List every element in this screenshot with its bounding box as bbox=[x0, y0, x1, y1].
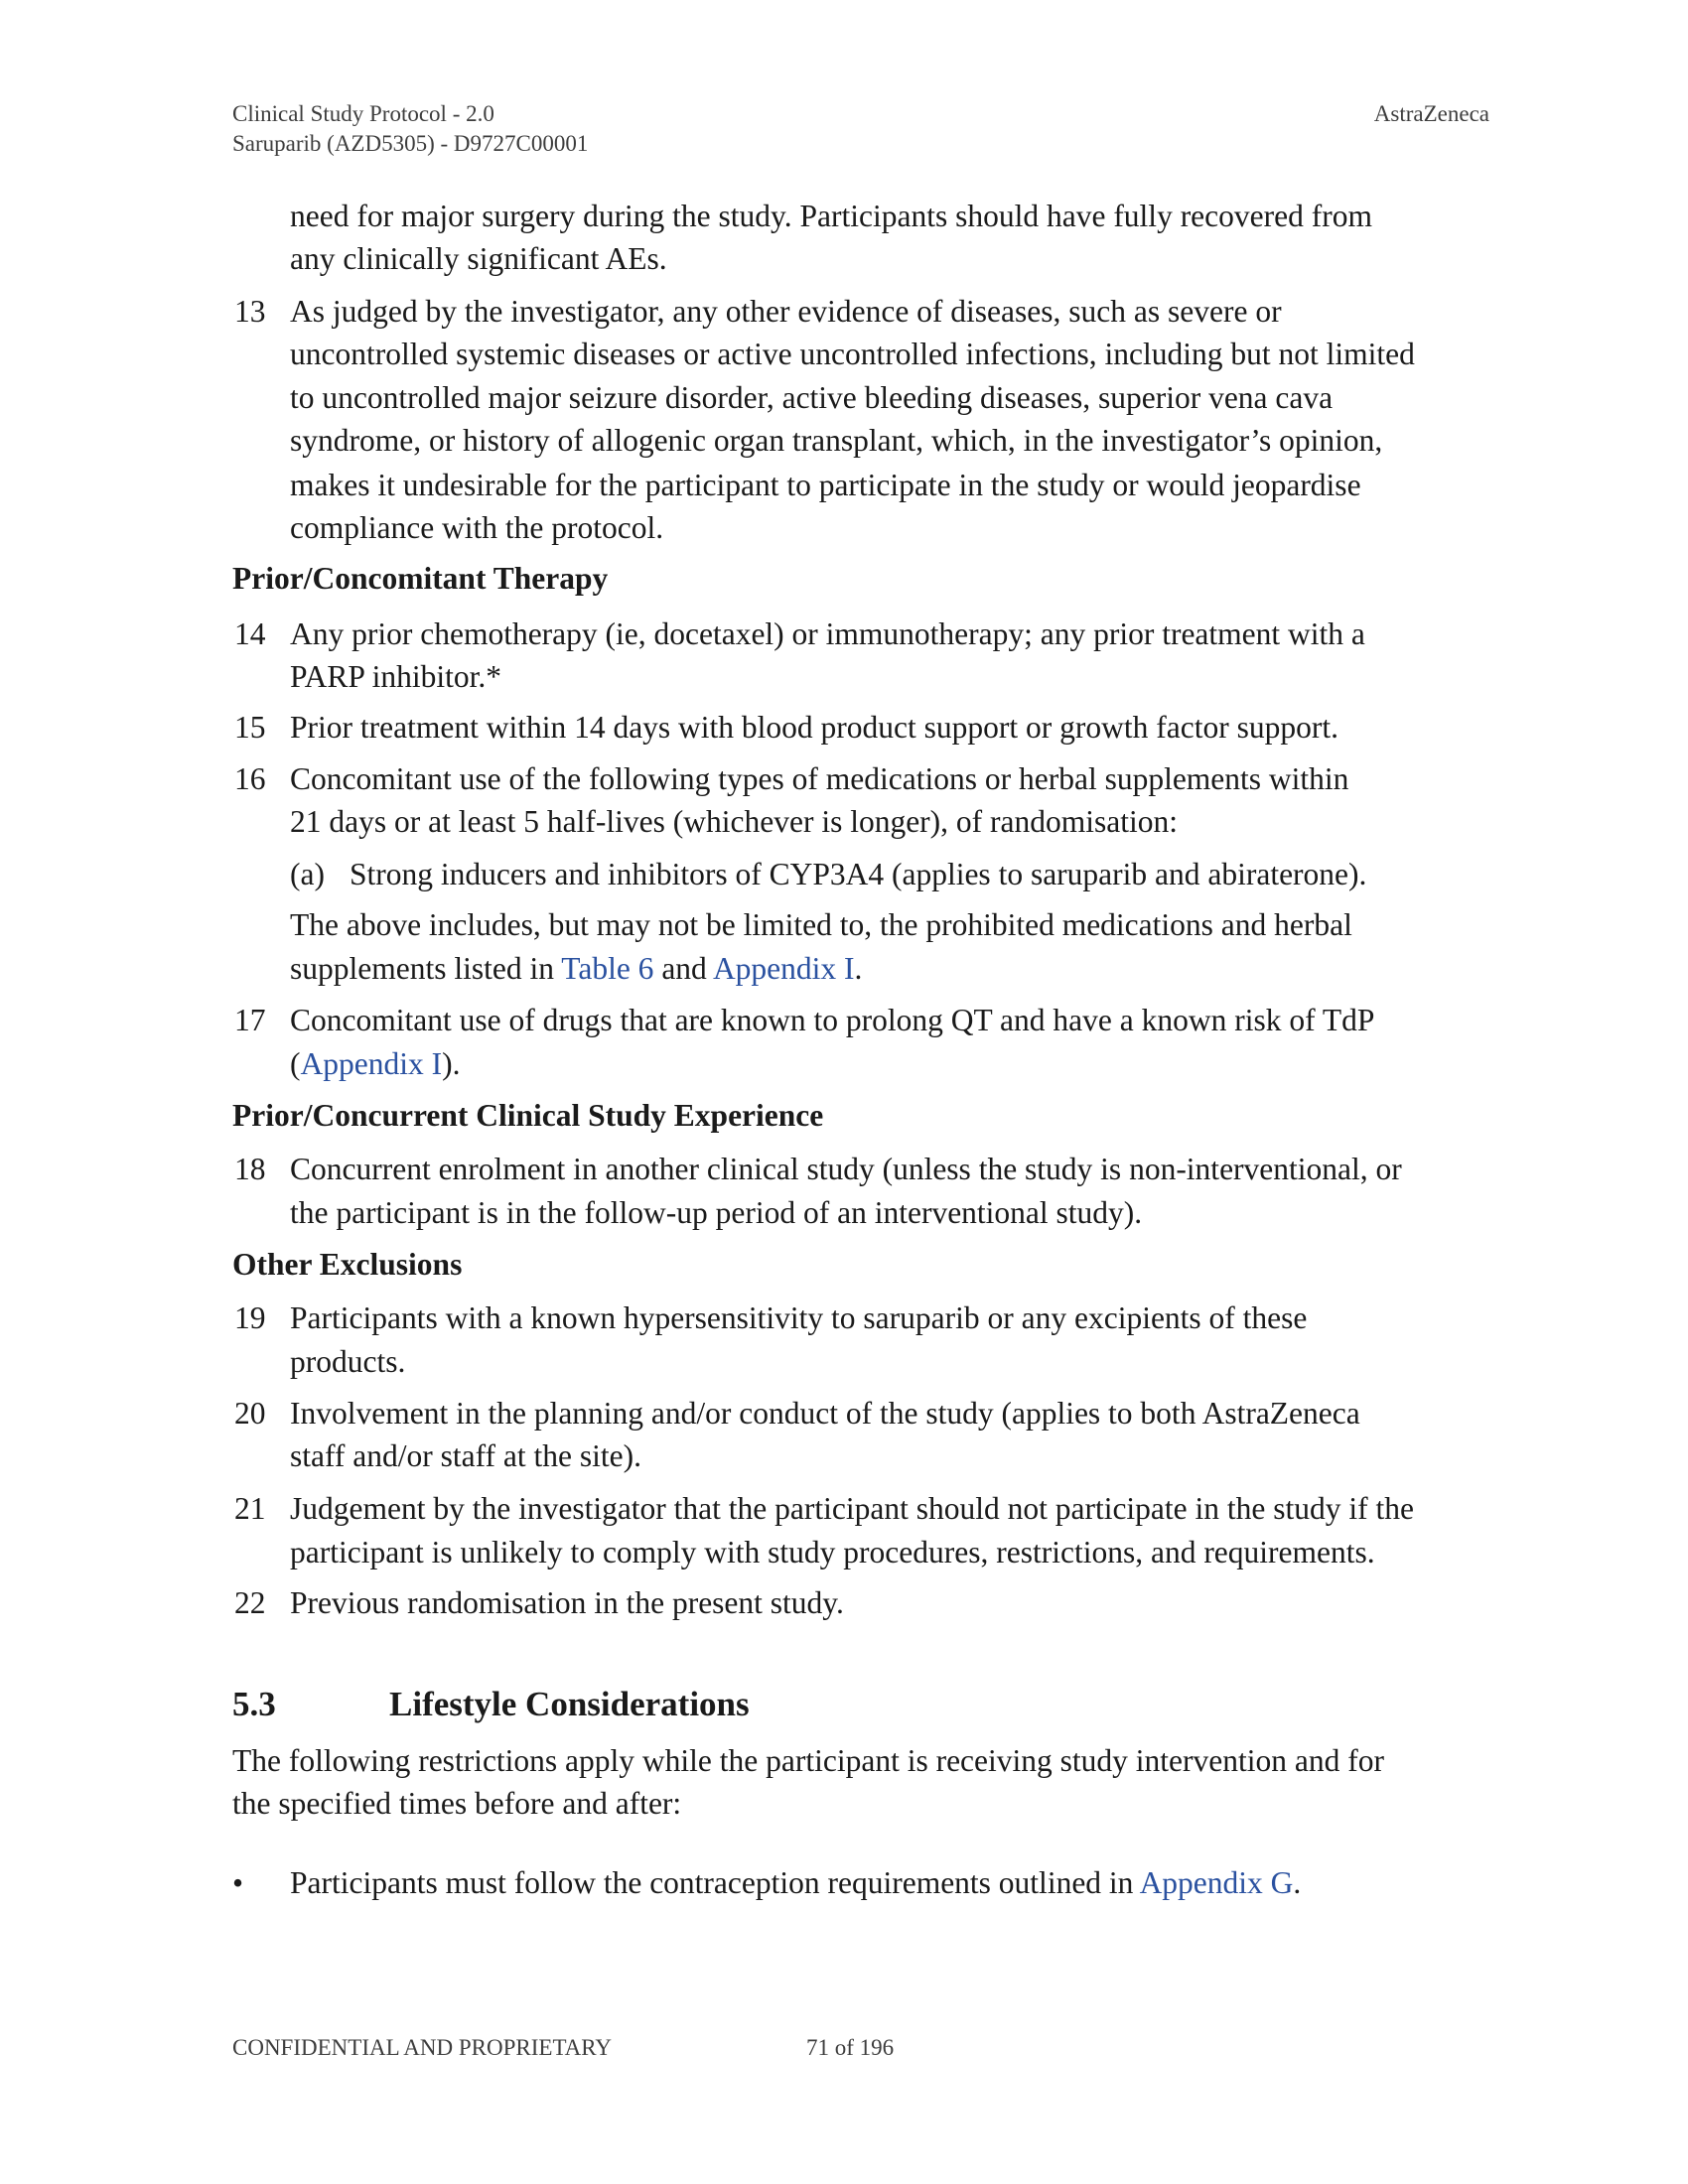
item-16-line: 21 days or at least 5 half-lives (whichever is longer), of randomisation: bbox=[290, 804, 1178, 839]
item-13-line: compliance with the protocol. bbox=[290, 510, 664, 545]
continuation-line: need for major surgery during the study. Participants should have fully recovered from bbox=[290, 199, 1372, 233]
item-20-line: Involvement in the planning and/or conduct of the study (applies to both AstraZeneca bbox=[290, 1396, 1360, 1431]
item-number: 21 bbox=[234, 1491, 266, 1526]
item-14-line: PARP inhibitor.* bbox=[290, 659, 501, 694]
link-table-6[interactable]: Table 6 bbox=[561, 951, 654, 986]
bullet-item bbox=[290, 1861, 1301, 1905]
section-number: 5.3 bbox=[232, 1685, 276, 1723]
link-appendix-g[interactable]: Appendix G bbox=[1139, 1865, 1294, 1900]
section-heading-other-exclusions: Other Exclusions bbox=[232, 1247, 463, 1282]
item-number: 19 bbox=[234, 1300, 266, 1335]
section-paragraph-line: the specified times before and after: bbox=[232, 1786, 682, 1821]
item-19-line: products. bbox=[290, 1344, 406, 1379]
footer-page-number: 71 of 196 bbox=[806, 2035, 895, 2060]
item-17-line bbox=[290, 1042, 460, 1086]
paren: ). bbox=[442, 1046, 461, 1081]
item-19-line: Participants with a known hypersensitivity to saruparib or any excipients of these bbox=[290, 1300, 1308, 1335]
sub-item-label: (a) bbox=[290, 857, 325, 891]
note-text: . bbox=[854, 951, 863, 986]
item-16-line: Concomitant use of the following types of medications or herbal supplements within bbox=[290, 761, 1349, 796]
item-13-line: As judged by the investigator, any other evidence of diseases, such as severe or bbox=[290, 294, 1282, 329]
item-22-line: Previous randomisation in the present study. bbox=[290, 1585, 844, 1620]
item-number: 20 bbox=[234, 1396, 266, 1431]
item-15-line: Prior treatment within 14 days with blood product support or growth factor support. bbox=[290, 710, 1338, 745]
item-14-line: Any prior chemotherapy (ie, docetaxel) or immunotherapy; any prior treatment with a bbox=[290, 616, 1365, 651]
bullet-text: Participants must follow the contraception requirements outlined in bbox=[290, 1865, 1140, 1900]
paren: ( bbox=[290, 1046, 301, 1081]
bullet-icon: • bbox=[232, 1865, 244, 1900]
note-text: supplements listed in bbox=[290, 951, 562, 986]
note-text: and bbox=[653, 951, 713, 986]
item-number: 15 bbox=[234, 710, 266, 745]
link-appendix-i[interactable]: Appendix I bbox=[712, 951, 855, 986]
header-company: AstraZeneca bbox=[1373, 101, 1489, 126]
item-number: 16 bbox=[234, 761, 266, 796]
section-title: Lifestyle Considerations bbox=[389, 1685, 750, 1723]
item-18-line: the participant is in the follow-up period of an interventional study). bbox=[290, 1195, 1143, 1230]
item-21-line: participant is unlikely to comply with study procedures, restrictions, and requirements. bbox=[290, 1535, 1375, 1570]
sub-item-a-text: Strong inducers and inhibitors of CYP3A4 (applies to saruparib and abiraterone). bbox=[350, 857, 1367, 891]
item-13-line: syndrome, or history of allogenic organ transplant, which, in the investigator’s opinion, bbox=[290, 423, 1383, 458]
item-16-note-line bbox=[290, 947, 862, 991]
item-21-line: Judgement by the investigator that the participant should not participate in the study if the bbox=[290, 1491, 1414, 1526]
item-number: 13 bbox=[234, 294, 266, 329]
header-protocol-title: Clinical Study Protocol - 2.0 bbox=[232, 101, 494, 126]
link-appendix-i[interactable]: Appendix I bbox=[300, 1046, 443, 1081]
item-17-line: Concomitant use of drugs that are known to prolong QT and have a known risk of TdP bbox=[290, 1003, 1375, 1037]
item-number: 18 bbox=[234, 1152, 266, 1186]
item-16-note-line: The above includes, but may not be limited to, the prohibited medications and herbal bbox=[290, 907, 1352, 942]
section-heading-prior-concurrent: Prior/Concurrent Clinical Study Experience bbox=[232, 1098, 824, 1133]
item-number: 17 bbox=[234, 1003, 266, 1037]
header-study-id: Saruparib (AZD5305) - D9727C00001 bbox=[232, 131, 589, 156]
section-heading-prior-concomitant: Prior/Concomitant Therapy bbox=[232, 561, 609, 596]
item-13-line: to uncontrolled major seizure disorder, active bleeding diseases, superior vena cava bbox=[290, 380, 1334, 415]
item-number: 14 bbox=[234, 616, 266, 651]
item-13-line: makes it undesirable for the participant to participate in the study or would jeopardise bbox=[290, 468, 1361, 502]
item-number: 22 bbox=[234, 1585, 266, 1620]
footer-confidential: CONFIDENTIAL AND PROPRIETARY bbox=[232, 2035, 612, 2060]
bullet-text: . bbox=[1293, 1865, 1302, 1900]
section-paragraph-line: The following restrictions apply while the participant is receiving study intervention and for bbox=[232, 1743, 1384, 1778]
item-18-line: Concurrent enrolment in another clinical study (unless the study is non-interventional, or bbox=[290, 1152, 1402, 1186]
item-13-line: uncontrolled systemic diseases or active uncontrolled infections, including but not limited bbox=[290, 337, 1415, 371]
item-20-line: staff and/or staff at the site). bbox=[290, 1438, 641, 1473]
continuation-line: any clinically significant AEs. bbox=[290, 241, 667, 276]
